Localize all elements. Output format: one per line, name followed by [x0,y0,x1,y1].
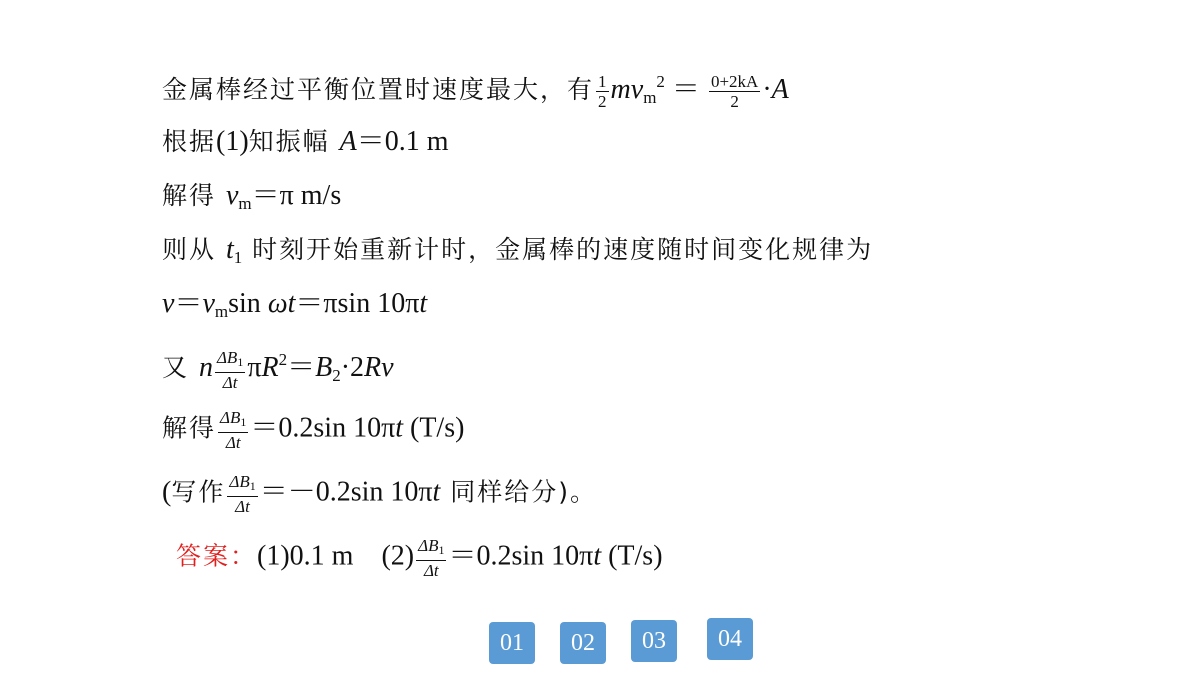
line-2: 根据(1)知振幅 A＝0.1 m [162,126,449,157]
fraction-dB1-dt: $\frac{\Delta B_1}{\Delta t}$ [216,347,244,392]
line-1: 金属棒经过平衡位置时速度最大，有 $\frac{1}{2}$ $mv_m^2$ ＝ $\frac{0+2kA}{2}$ ·A [162,72,789,112]
nav-button-03[interactable]: 03 [631,620,677,662]
answer-label: 答案： [176,541,258,571]
answer-line: 答案：(1)0.1 m (2) $\frac{\Delta B_1}{\Delta t}$ ＝0.2sin 10πt (T/s) [176,536,663,580]
line-4: 则从 $t_1$ 时刻开始重新计时，金属棒的速度随时间变化规律为 [162,234,874,267]
nav-button-02[interactable]: 02 [560,622,606,664]
fraction-energy: $\frac{0+2kA}{2}$ [710,72,759,112]
line-5: $v=v_m\sin$ ωt＝πsin 10πt [162,288,428,321]
fraction-dB1-dt: $\frac{\Delta B_1}{\Delta t}$ [229,472,256,516]
nav-button-01[interactable]: 01 [489,622,535,664]
line-3: 解得 $v_m=\pi$ m/s [162,180,342,213]
line-6: 又 n $\frac{\Delta B_1}{\Delta t}$ $\pi R^2=B_2\cdot 2Rv$ [162,347,394,392]
fraction-dB1-dt: $\frac{\Delta B_1}{\Delta t}$ [418,536,445,580]
line-8: (写作 $\frac{\Delta B_1}{\Delta t}$ ＝－0.2sin 10πt 同样给分)。 [162,472,598,516]
fraction-dB1-dt: $\frac{\Delta B_1}{\Delta t}$ [220,408,247,452]
nav-button-04[interactable]: 04 [707,618,753,660]
line-1-text: 金属棒经过平衡位置时速度最大，有 [162,75,595,104]
line-7: 解得 $\frac{\Delta B_1}{\Delta t}$ ＝0.2sin 10πt (T/s) [162,408,465,452]
fraction-half: $\frac{1}{2}$ [598,72,607,112]
